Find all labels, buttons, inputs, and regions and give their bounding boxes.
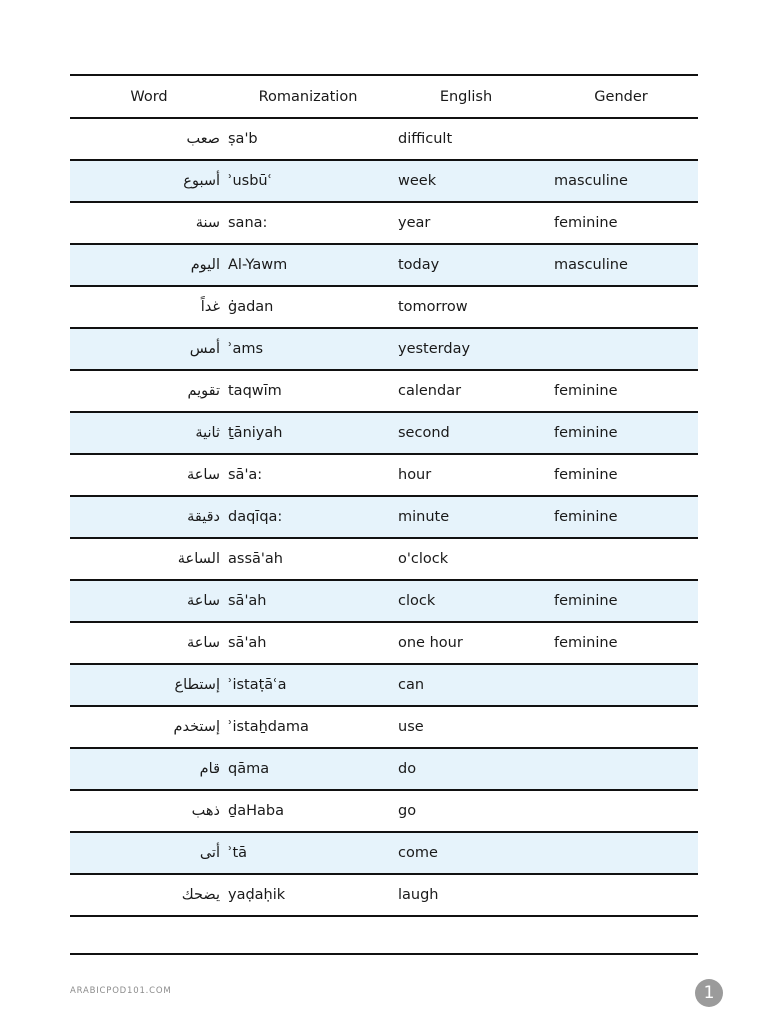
header-word: Word [70, 75, 228, 118]
word-cell: أسبوع [70, 160, 228, 202]
gender-cell: feminine [544, 496, 698, 538]
english-cell: come [388, 832, 544, 874]
english-cell: go [388, 790, 544, 832]
gender-cell [544, 874, 698, 916]
romanization-cell: Al-Yawm [228, 244, 388, 286]
english-cell: use [388, 706, 544, 748]
header-gender: Gender [544, 75, 698, 118]
gender-cell [544, 328, 698, 370]
romanization-cell: qāma [228, 748, 388, 790]
table-row [70, 160, 698, 202]
gender-cell: feminine [544, 412, 698, 454]
gender-cell [544, 538, 698, 580]
word-cell: إستخدم [70, 706, 228, 748]
romanization-cell: assā'ah [228, 538, 388, 580]
gender-cell [544, 832, 698, 874]
english-cell: one hour [388, 622, 544, 664]
table-row [70, 580, 698, 622]
romanization-cell: daqīqa: [228, 496, 388, 538]
table-row [70, 874, 698, 916]
word-cell: ساعة [70, 622, 228, 664]
gender-cell: masculine [544, 244, 698, 286]
table-row [70, 706, 698, 748]
english-cell: do [388, 748, 544, 790]
table-row [70, 748, 698, 790]
romanization-cell: ʾtā [228, 832, 388, 874]
word-cell: ثانية [70, 412, 228, 454]
romanization-cell: sā'a: [228, 454, 388, 496]
table-row [70, 202, 698, 244]
table-row [70, 832, 698, 874]
header-english: English [388, 75, 544, 118]
table-row [70, 790, 698, 832]
romanization-cell: ʾistaṭāʿa [228, 664, 388, 706]
english-cell: second [388, 412, 544, 454]
romanization-cell: ʾams [228, 328, 388, 370]
word-cell: قام [70, 748, 228, 790]
table-row [70, 412, 698, 454]
gender-cell [544, 790, 698, 832]
word-cell: يضحك [70, 874, 228, 916]
empty-cell [544, 916, 698, 954]
table-body [70, 118, 698, 954]
table-row [70, 118, 698, 160]
table-row [70, 538, 698, 580]
romanization-cell: ġadan [228, 286, 388, 328]
word-cell: ذهب [70, 790, 228, 832]
romanization-cell: ṯāniyah [228, 412, 388, 454]
gender-cell: feminine [544, 370, 698, 412]
table-row [70, 370, 698, 412]
table-row-empty [70, 916, 698, 954]
gender-cell [544, 286, 698, 328]
romanization-cell: taqwīm [228, 370, 388, 412]
table-row [70, 286, 698, 328]
empty-cell [228, 916, 388, 954]
romanization-cell: sā'ah [228, 580, 388, 622]
header-romanization: Romanization [228, 75, 388, 118]
word-cell: ساعة [70, 580, 228, 622]
gender-cell [544, 706, 698, 748]
gender-cell: masculine [544, 160, 698, 202]
romanization-cell: ʾusbūʿ [228, 160, 388, 202]
word-cell: تقويم [70, 370, 228, 412]
english-cell: yesterday [388, 328, 544, 370]
gender-cell: feminine [544, 202, 698, 244]
page-number-badge: 1 [695, 979, 723, 1007]
word-cell: اليوم [70, 244, 228, 286]
word-cell: دقيقة [70, 496, 228, 538]
english-cell: today [388, 244, 544, 286]
word-cell: صعب [70, 118, 228, 160]
english-cell: week [388, 160, 544, 202]
gender-cell [544, 664, 698, 706]
gender-cell: feminine [544, 622, 698, 664]
table-row [70, 244, 698, 286]
english-cell: difficult [388, 118, 544, 160]
gender-cell [544, 748, 698, 790]
table-header-row [70, 75, 698, 118]
table-row [70, 454, 698, 496]
empty-cell [388, 916, 544, 954]
word-cell: الساعة [70, 538, 228, 580]
gender-cell: feminine [544, 454, 698, 496]
english-cell: o'clock [388, 538, 544, 580]
word-cell: إستطاع [70, 664, 228, 706]
table-row [70, 664, 698, 706]
english-cell: hour [388, 454, 544, 496]
table-row [70, 496, 698, 538]
romanization-cell: yaḍaḥik [228, 874, 388, 916]
romanization-cell: ḏaHaba [228, 790, 388, 832]
word-cell: سنة [70, 202, 228, 244]
word-cell: أتى [70, 832, 228, 874]
english-cell: clock [388, 580, 544, 622]
word-cell: أمس [70, 328, 228, 370]
word-cell: ساعة [70, 454, 228, 496]
gender-cell [544, 118, 698, 160]
english-cell: can [388, 664, 544, 706]
table-row [70, 328, 698, 370]
romanization-cell: sā'ah [228, 622, 388, 664]
english-cell: calendar [388, 370, 544, 412]
vocabulary-table [70, 74, 698, 955]
word-cell: غداً [70, 286, 228, 328]
english-cell: laugh [388, 874, 544, 916]
english-cell: tomorrow [388, 286, 544, 328]
gender-cell: feminine [544, 580, 698, 622]
romanization-cell: ṣa'b [228, 118, 388, 160]
empty-cell [70, 916, 228, 954]
romanization-cell: ʾistaẖdama [228, 706, 388, 748]
english-cell: year [388, 202, 544, 244]
romanization-cell: sana: [228, 202, 388, 244]
table-row [70, 622, 698, 664]
footer-site-name: ARABICPOD101.COM [70, 986, 172, 996]
english-cell: minute [388, 496, 544, 538]
